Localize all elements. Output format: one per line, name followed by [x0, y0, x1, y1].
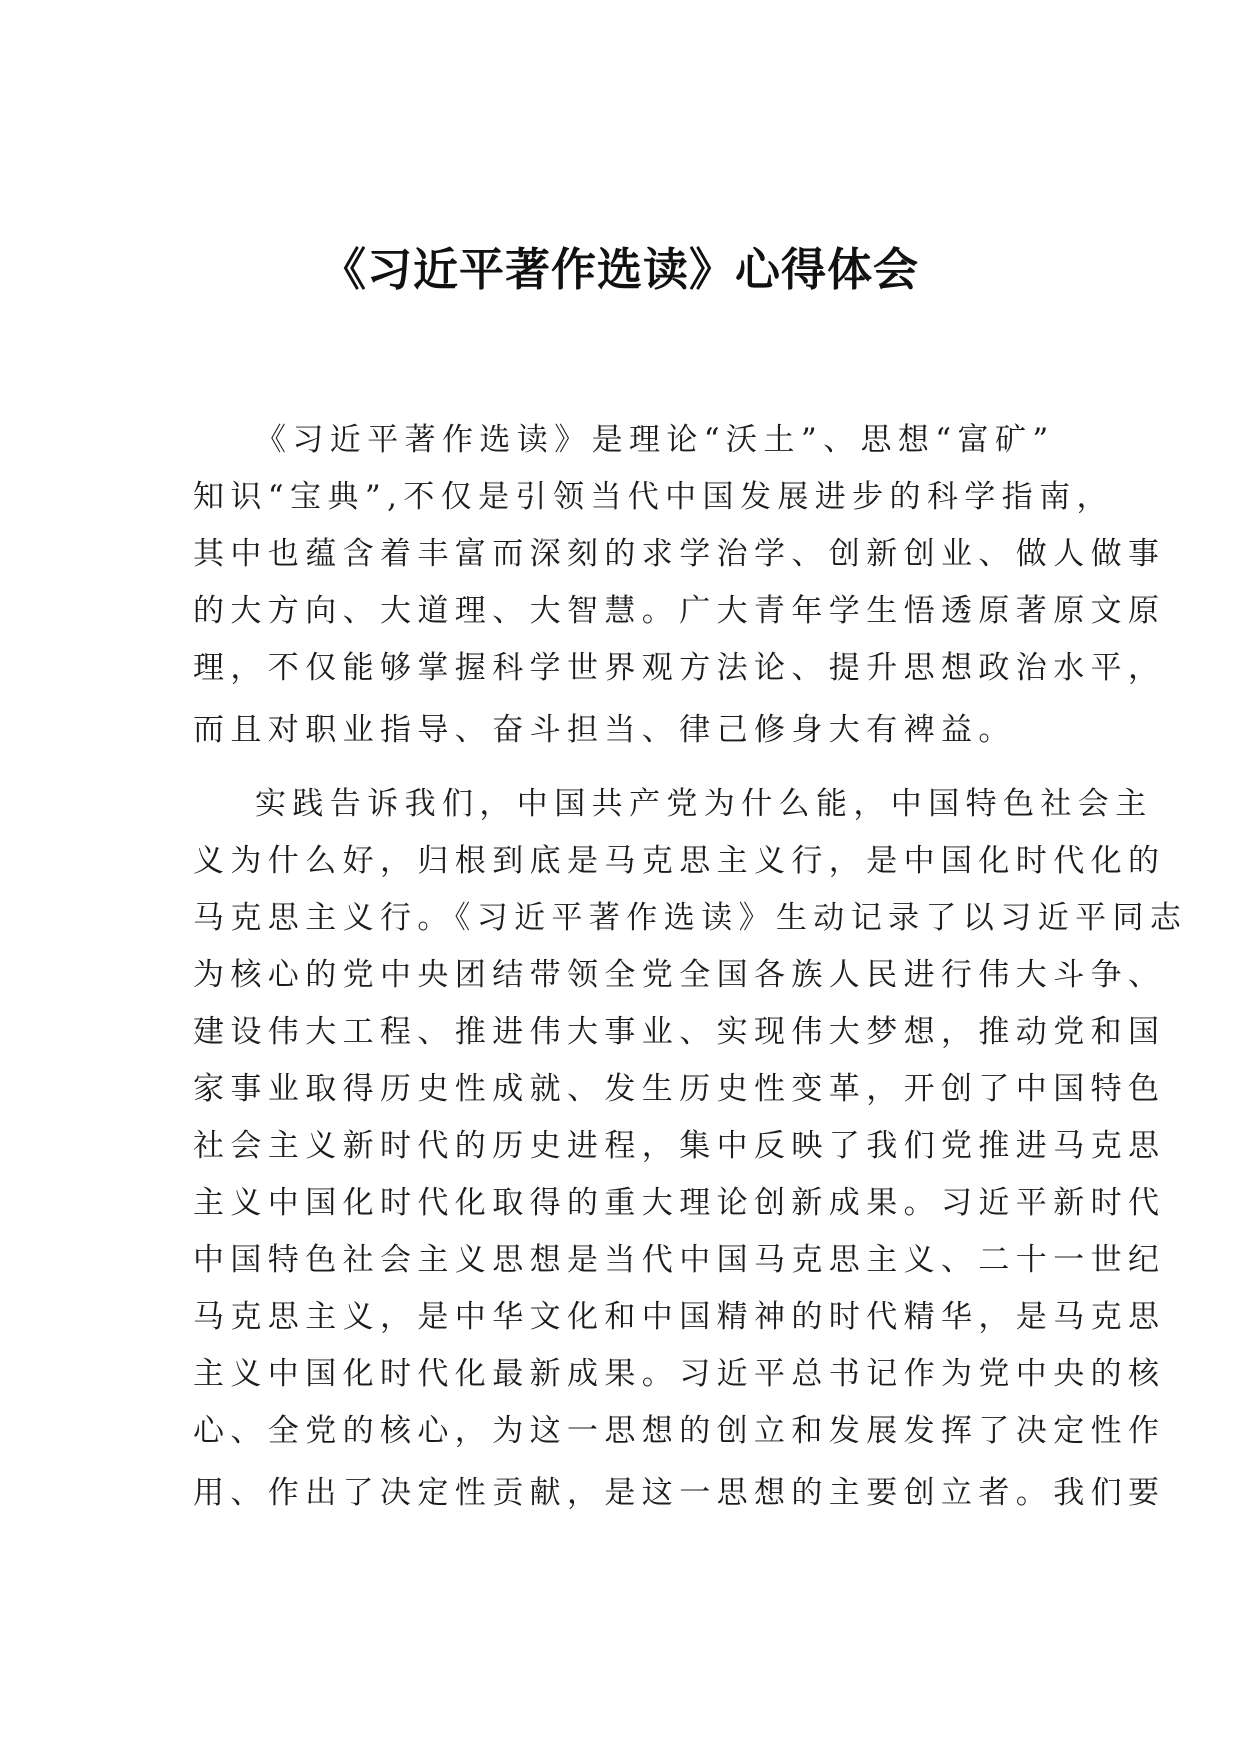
paragraph-2-line-4: 为核心的党中央团结带领全党全国各族人民进行伟大斗争、 [193, 957, 1166, 993]
paragraph-2-line-9: 中国特色社会主义思想是当代中国马克思主义、二十一世纪 [193, 1242, 1166, 1278]
paragraph-2-line-11: 主义中国化时代化最新成果。习近平总书记作为党中央的核 [193, 1356, 1166, 1392]
paragraph-1-line-6: 而且对职业指导、奋斗担当、律己修身大有裨益。 [193, 712, 1016, 748]
paragraph-1-line-5: 理，不仅能够掌握科学世界观方法论、提升思想政治水平， [193, 650, 1166, 686]
paragraph-2-line-5: 建设伟大工程、推进伟大事业、实现伟大梦想，推动党和国 [193, 1014, 1166, 1050]
paragraph-2-line-10: 马克思主义，是中华文化和中国精神的时代精华，是马克思 [193, 1299, 1166, 1335]
paragraph-1-line-3: 其中也蕴含着丰富而深刻的求学治学、创新创业、做人做事 [193, 536, 1166, 572]
paragraph-2-line-2: 义为什么好，归根到底是马克思主义行，是中国化时代化的 [193, 843, 1166, 879]
document-title: 《习近平著作选读》心得体会 [320, 243, 919, 296]
paragraph-2-line-13: 用、作出了决定性贡献，是这一思想的主要创立者。我们要 [193, 1475, 1166, 1511]
paragraph-1-line-4: 的大方向、大道理、大智慧。广大青年学生悟透原著原文原 [193, 593, 1166, 629]
paragraph-1-line-1: 《习近平著作选读》是理论“沃土”、思想“富矿” [255, 422, 1055, 458]
paragraph-2-line-1: 实践告诉我们，中国共产党为什么能，中国特色社会主 [255, 786, 1153, 822]
paragraph-2-line-3: 马克思主义行。《习近平著作选读》生动记录了以习近平同志 [193, 900, 1188, 936]
paragraph-2-line-7: 社会主义新时代的历史进程，集中反映了我们党推进马克思 [193, 1128, 1166, 1164]
paragraph-1-line-2: 知识“宝典”,不仅是引领当代中国发展进步的科学指南， [193, 479, 1114, 515]
paragraph-2-line-6: 家事业取得历史性成就、发生历史性变革，开创了中国特色 [193, 1071, 1166, 1107]
paragraph-2-line-8: 主义中国化时代化取得的重大理论创新成果。习近平新时代 [193, 1185, 1166, 1221]
paragraph-2-line-12: 心、全党的核心，为这一思想的创立和发展发挥了决定性作 [193, 1413, 1166, 1449]
